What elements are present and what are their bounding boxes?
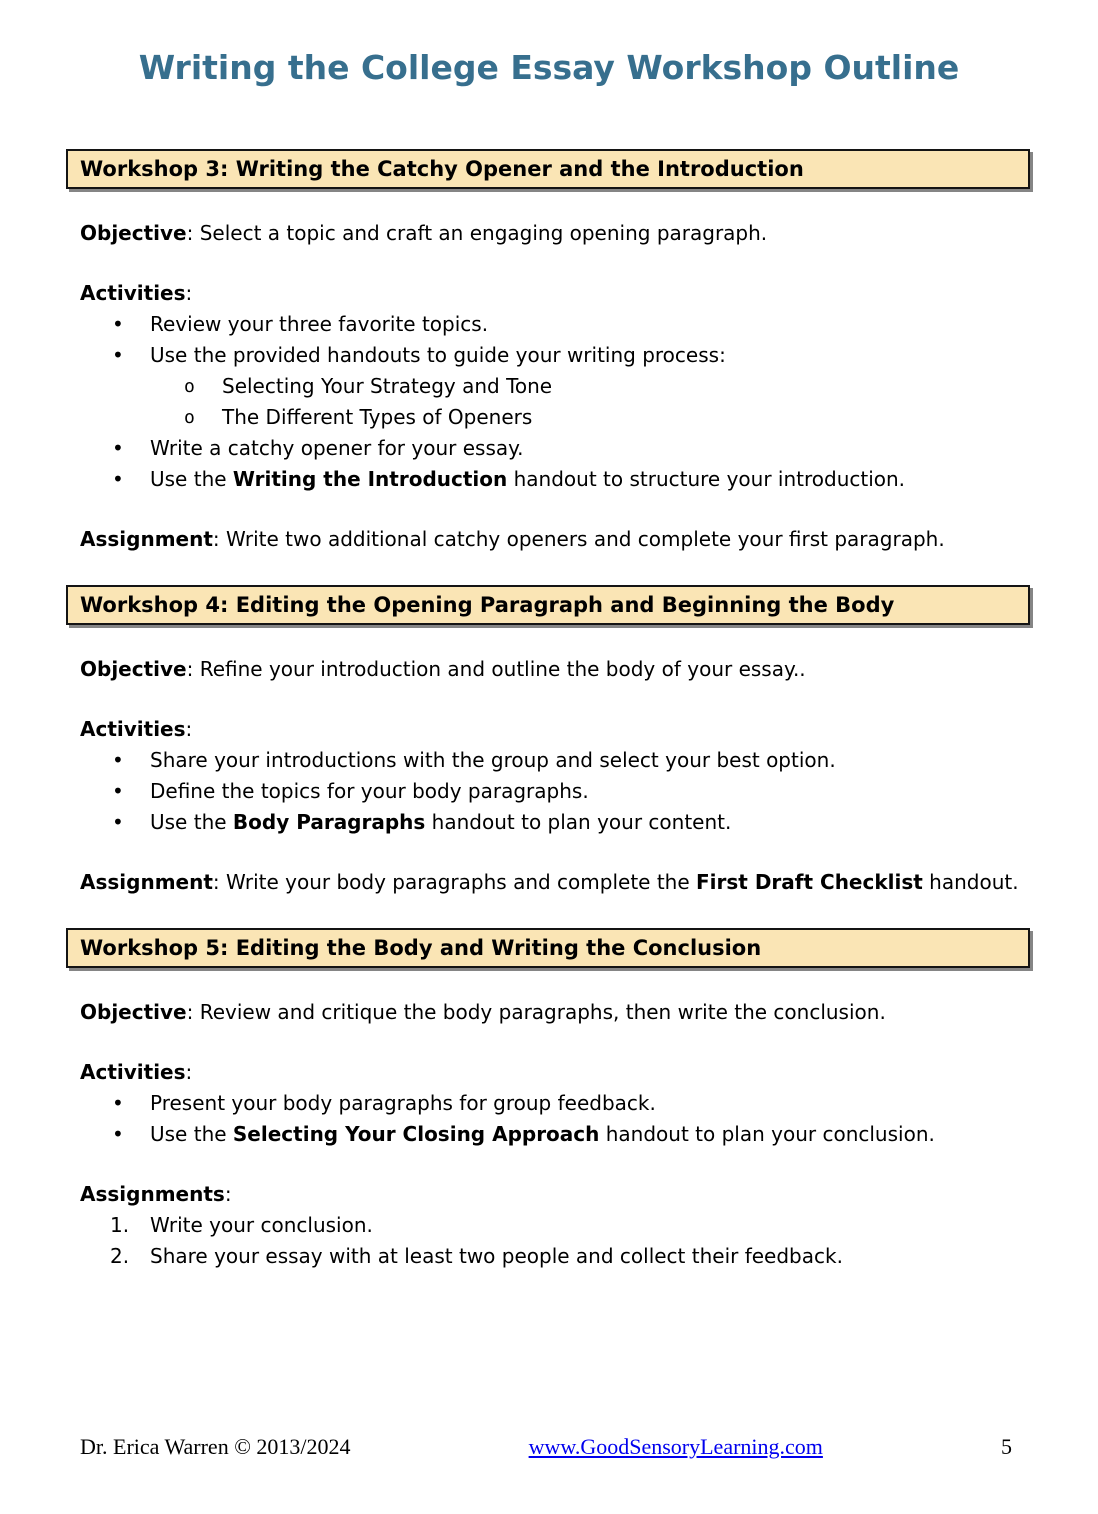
number-marker: 1. (110, 1213, 130, 1237)
bullet-marker: • (112, 810, 124, 834)
activities-label (80, 278, 1098, 309)
text-segment: The Different Types of Openers (222, 405, 533, 429)
activities-list (0, 1088, 1098, 1150)
text-segment: handout to structure your introduction. (507, 467, 906, 491)
list-item-text (150, 433, 523, 464)
text-segment: Writing the Introduction (232, 467, 508, 491)
page-number: 5 (1000, 1434, 1012, 1459)
assignment-line (80, 524, 1098, 555)
text-segment: : (185, 281, 193, 305)
workshop-3-section (0, 149, 1098, 555)
text-segment: Body Paragraphs (232, 810, 426, 834)
text-segment: Use the (150, 467, 233, 491)
circle-bullet-marker: o (184, 376, 195, 397)
text-segment: Objective (80, 657, 187, 681)
text-segment: : (185, 717, 193, 741)
text-segment: Share your introductions with the group and select your best option. (150, 748, 836, 772)
list-item-text (150, 1119, 935, 1150)
assignments-list (0, 1210, 1098, 1272)
bullet-marker: • (112, 312, 124, 336)
text-segment: Share your essay with at least two people and collect their feedback. (150, 1244, 843, 1268)
activities-list (0, 745, 1098, 838)
text-segment: : (185, 1060, 193, 1084)
text-segment: Activities (80, 717, 186, 741)
text-segment: : (224, 1182, 232, 1206)
bullet-marker: • (112, 779, 124, 803)
text-segment: Assignments (80, 1182, 225, 1206)
text-segment: : Select a topic and craft an engaging opening paragraph. (186, 221, 768, 245)
list-item-text (222, 371, 552, 402)
bullet-marker: • (112, 467, 124, 491)
text-segment: Objective (80, 1000, 187, 1024)
bullet-marker: • (112, 1091, 124, 1115)
text-segment: handout to plan your conclusion. (599, 1122, 935, 1146)
list-item (0, 745, 1098, 776)
list-item (0, 1241, 1098, 1272)
text-segment: handout to plan your content. (425, 810, 732, 834)
objective-line (80, 218, 1098, 249)
list-item (0, 340, 1098, 371)
list-item-text (150, 776, 589, 807)
list-item (0, 464, 1098, 495)
text-segment: Use the (150, 1122, 233, 1146)
list-item-text (150, 1241, 843, 1272)
list-item (0, 402, 1098, 433)
list-item (0, 776, 1098, 807)
activities-label (80, 714, 1098, 745)
text-segment: handout. (922, 870, 1019, 894)
list-item (0, 371, 1098, 402)
copyright-text: Dr. Erica Warren © 2013/2024 (80, 1434, 351, 1459)
assignment-line (80, 867, 1098, 898)
bullet-marker: • (112, 748, 124, 772)
text-segment: Use the provided handouts to guide your writing process: (150, 343, 726, 367)
bullet-marker: • (112, 1122, 124, 1146)
bullet-marker: • (112, 436, 124, 460)
text-segment: : Review and critique the body paragraphs, then write the conclusion. (186, 1000, 886, 1024)
list-item-text (150, 807, 731, 838)
text-segment: Write your conclusion. (150, 1213, 373, 1237)
workshop-header-title: Workshop 4: Editing the Opening Paragraph and Beginning the Body (80, 593, 895, 617)
website-link[interactable]: www.GoodSensoryLearning.com (528, 1434, 823, 1459)
text-segment: Selecting Your Strategy and Tone (222, 374, 553, 398)
workshop-4-section (0, 585, 1098, 898)
workshop-header (66, 928, 1030, 968)
text-segment: Activities (80, 1060, 186, 1084)
number-marker: 2. (110, 1244, 130, 1268)
assignments-label (80, 1179, 1098, 1210)
list-item (0, 1210, 1098, 1241)
objective-line (80, 997, 1098, 1028)
workshop-header (66, 585, 1030, 625)
list-item-text (150, 1088, 656, 1119)
text-segment: Use the (150, 810, 233, 834)
workshop-5-section (0, 928, 1098, 1272)
text-segment: Write a catchy opener for your essay. (150, 436, 524, 460)
list-item (0, 309, 1098, 340)
list-item (0, 433, 1098, 464)
list-item-text (150, 340, 726, 371)
list-item-text (150, 309, 488, 340)
text-segment: Objective (80, 221, 187, 245)
page-footer (80, 1434, 1012, 1460)
text-segment: Present your body paragraphs for group feedback. (150, 1091, 656, 1115)
objective-line (80, 654, 1098, 685)
text-segment: Review your three favorite topics. (150, 312, 489, 336)
workshop-header-title: Workshop 5: Editing the Body and Writing the Conclusion (80, 936, 762, 960)
list-item-text (222, 402, 532, 433)
workshop-header (66, 149, 1030, 189)
list-item (0, 1119, 1098, 1150)
list-item (0, 807, 1098, 838)
text-segment: Assignment (80, 527, 213, 551)
list-item-text (150, 1210, 373, 1241)
text-segment: : Refine your introduction and outline the body of your essay.. (186, 657, 806, 681)
activities-label (80, 1057, 1098, 1088)
text-segment: Define the topics for your body paragraphs. (150, 779, 589, 803)
text-segment: Activities (80, 281, 186, 305)
list-item-text (150, 464, 905, 495)
text-segment: First Draft Checklist (696, 870, 923, 894)
page-title: Writing the College Essay Workshop Outline (138, 48, 960, 87)
list-item-text (150, 745, 836, 776)
text-segment: : Write two additional catchy openers and complete your first paragraph. (212, 527, 945, 551)
bullet-marker: • (112, 343, 124, 367)
circle-bullet-marker: o (184, 407, 195, 428)
text-segment: Assignment (80, 870, 213, 894)
workshop-header-title: Workshop 3: Writing the Catchy Opener and the Introduction (80, 157, 804, 181)
text-segment: : Write your body paragraphs and complete the (212, 870, 697, 894)
text-segment: Selecting Your Closing Approach (232, 1122, 600, 1146)
list-item (0, 1088, 1098, 1119)
activities-list (0, 309, 1098, 495)
